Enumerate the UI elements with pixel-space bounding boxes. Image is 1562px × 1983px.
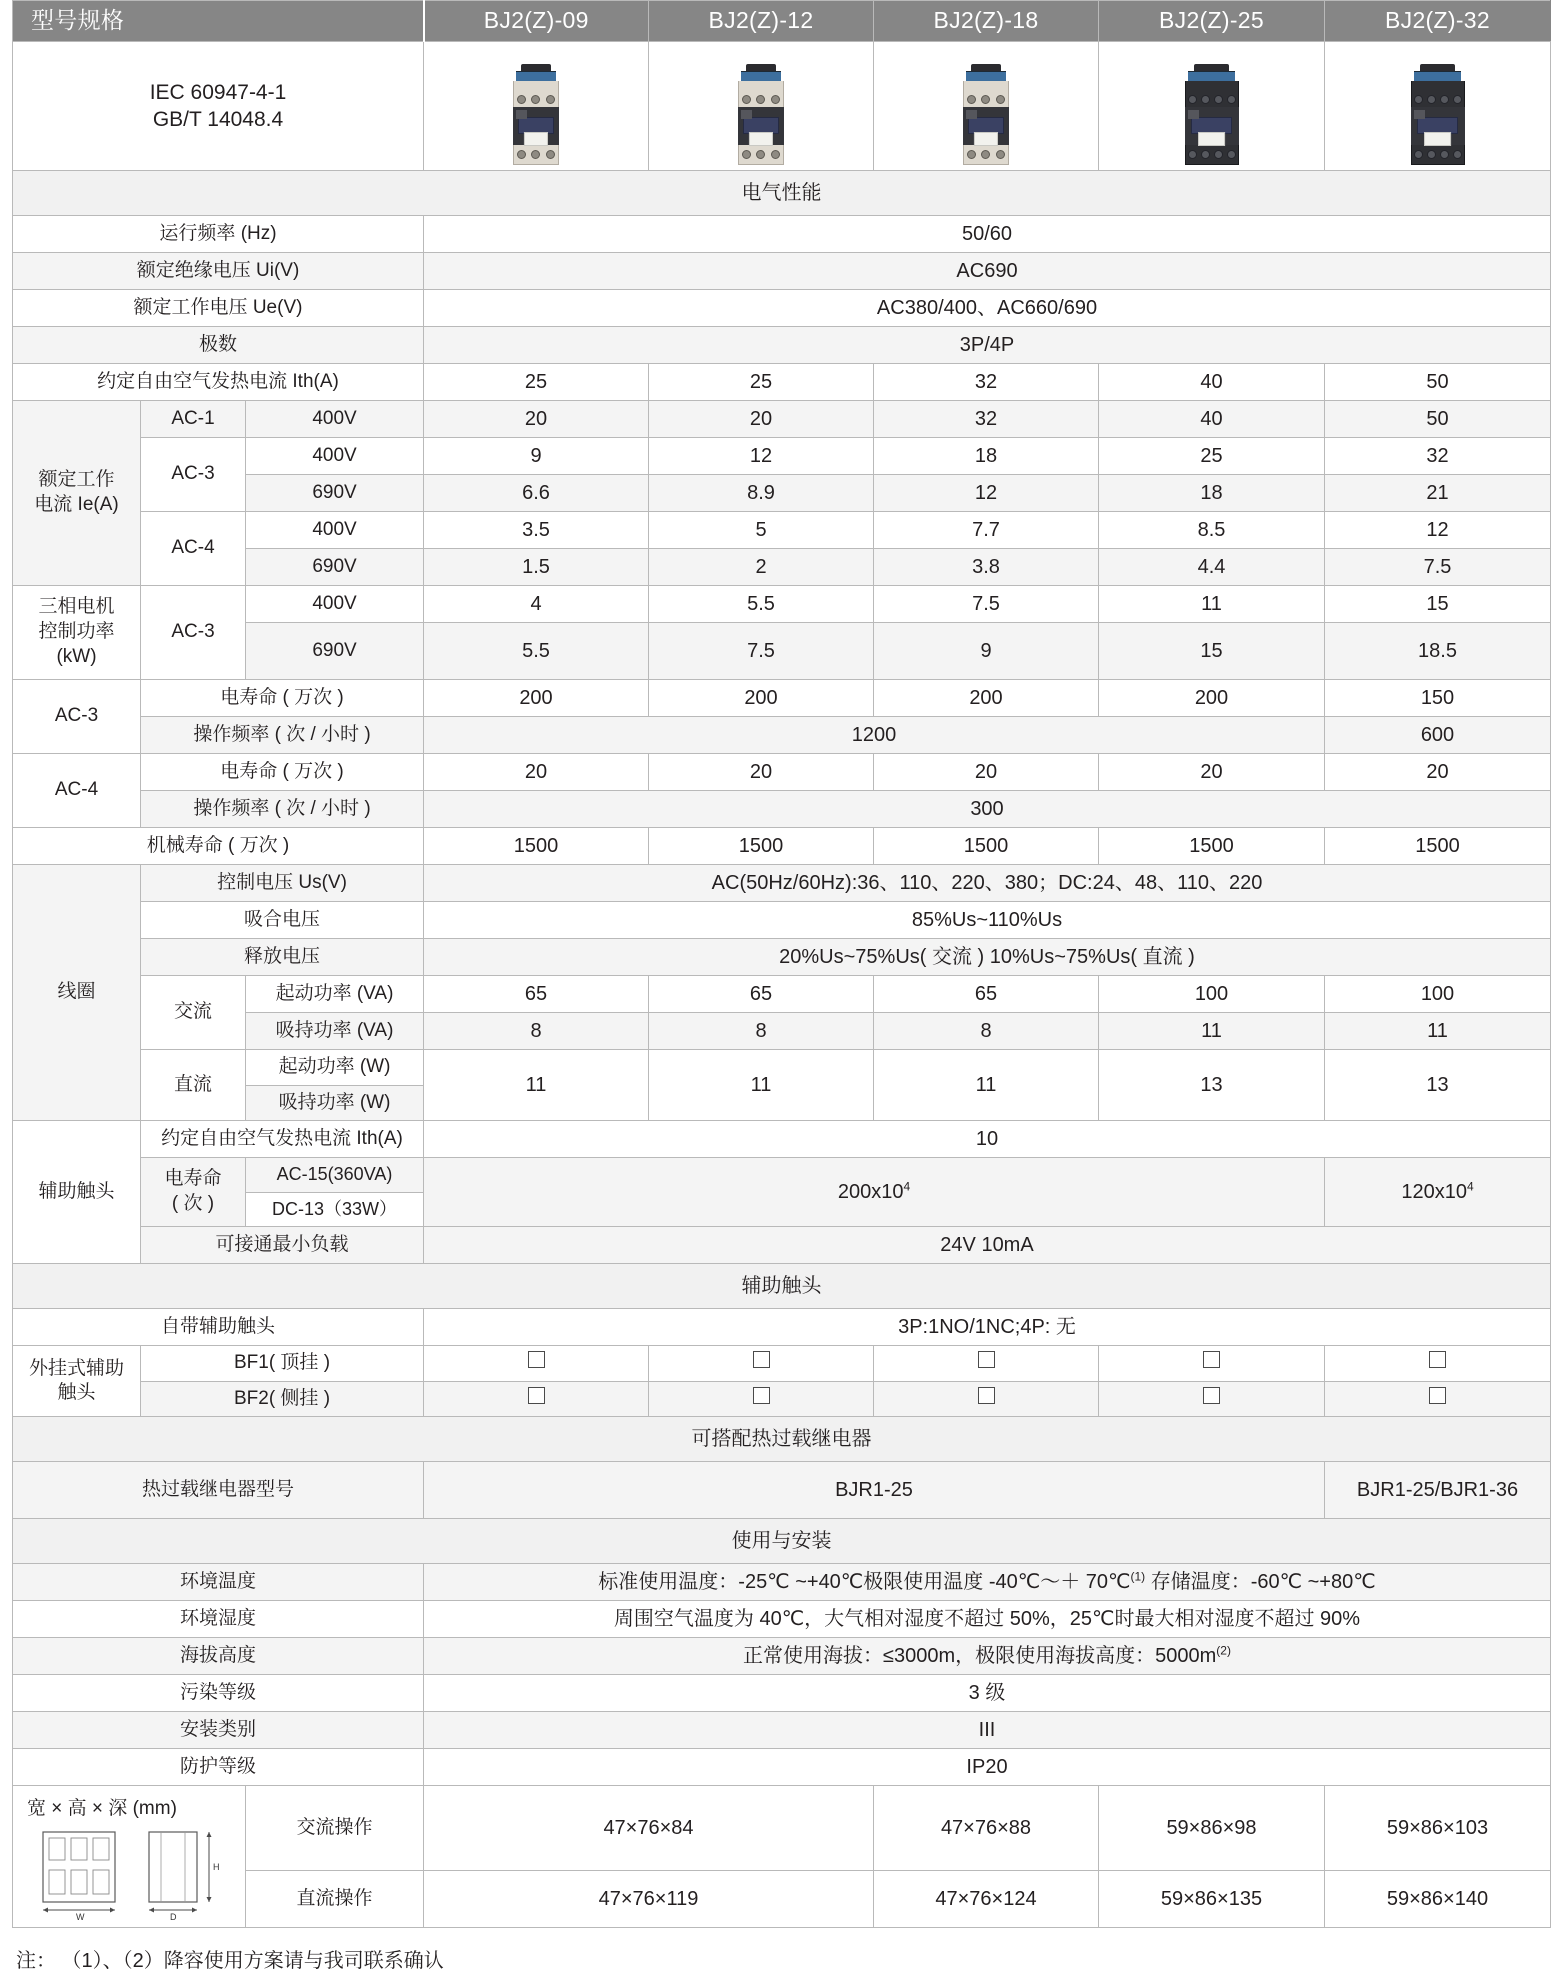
ie-4-2: 3.8 — [874, 548, 1099, 585]
ie-3-4: 12 — [1325, 511, 1551, 548]
rated-current-group-line1: 额定工作 — [38, 469, 115, 491]
header-model-3: BJ2(Z)-25 — [1099, 1, 1325, 42]
external-aux-label: 外挂式辅助触头 — [13, 1346, 141, 1417]
ie-1-4: 32 — [1325, 437, 1551, 474]
coil-dc-3: 13 — [1099, 1049, 1325, 1120]
bf1-checkbox-0[interactable] — [424, 1346, 649, 1382]
coil-ac-start-label: 起动功率 (VA) — [246, 975, 424, 1012]
ie-1-1: 12 — [649, 437, 874, 474]
product-image-4 — [1325, 41, 1551, 170]
row-ue — [13, 289, 1551, 326]
ie-volt-0: 400V — [246, 400, 424, 437]
motor-0-2: 7.5 — [874, 585, 1099, 622]
aux-life-main-exp: 4 — [903, 1179, 911, 1194]
altitude-footnote-marker: (2) — [1216, 1643, 1231, 1658]
section-aux-contacts-label: 辅助触头 — [13, 1264, 1551, 1309]
row-bf1 — [13, 1346, 1551, 1382]
dimensions-ac-3: 59×86×103 — [1325, 1786, 1551, 1871]
row-ie-ac3-400 — [13, 437, 1551, 474]
row-humidity — [13, 1601, 1551, 1638]
product-image-1 — [649, 41, 874, 170]
coil-dc-0: 11 — [424, 1049, 649, 1120]
motor-0-0: 4 — [424, 585, 649, 622]
coil-release-label: 释放电压 — [141, 938, 424, 975]
ac4-op-freq-label: 操作频率 ( 次 / 小时 ) — [141, 790, 424, 827]
row-bf2 — [13, 1381, 1551, 1417]
checkbox-empty-icon — [528, 1387, 545, 1404]
ac3-life-3: 200 — [1099, 679, 1325, 716]
side-view-drawing — [139, 1826, 225, 1922]
ie-cat-ac4: AC-4 — [141, 511, 246, 585]
ie-volt-1: 400V — [246, 437, 424, 474]
motor-power-line2: 控制功率 — [38, 621, 115, 643]
motor-1-4: 18.5 — [1325, 622, 1551, 679]
mech-life-label: 机械寿命 ( 万次 ) — [13, 827, 424, 864]
coil-ac-hold-2: 8 — [874, 1012, 1099, 1049]
ue-label: 额定工作电压 Ue(V) — [13, 289, 424, 326]
ie-3-0: 3.5 — [424, 511, 649, 548]
ambient-temp-label: 环境温度 — [13, 1564, 424, 1601]
specification-table — [12, 0, 1551, 1928]
coil-pickup-label: 吸合电压 — [141, 901, 424, 938]
thermal-model-main: BJR1-25 — [424, 1462, 1325, 1519]
ie-cat-ac3: AC-3 — [141, 437, 246, 511]
coil-ac-start-0: 65 — [424, 975, 649, 1012]
ith-value-2: 32 — [874, 363, 1099, 400]
ac4-life-0: 20 — [424, 753, 649, 790]
ie-1-0: 9 — [424, 437, 649, 474]
bf2-checkbox-0[interactable] — [424, 1381, 649, 1417]
ie-0-1: 20 — [649, 400, 874, 437]
ith-value-4: 50 — [1325, 363, 1551, 400]
row-ac3-life — [13, 679, 1551, 716]
dimensions-header-label: 宽 × 高 × 深 (mm) — [27, 1798, 177, 1820]
motor-1-1: 7.5 — [649, 622, 874, 679]
bf1-checkbox-3[interactable] — [1099, 1346, 1325, 1382]
checkbox-empty-icon — [978, 1387, 995, 1404]
motor-volt-0: 400V — [246, 585, 424, 622]
row-builtin-aux — [13, 1309, 1551, 1346]
svg-text:W: W — [76, 1912, 85, 1923]
header-model-4: BJ2(Z)-32 — [1325, 1, 1551, 42]
aux-ith-value: 10 — [424, 1121, 1551, 1158]
checkbox-empty-icon — [1203, 1387, 1220, 1404]
ip-rating-label: 防护等级 — [13, 1749, 424, 1786]
coil-ac-hold-4: 11 — [1325, 1012, 1551, 1049]
ac3-life-4: 150 — [1325, 679, 1551, 716]
ie-2-0: 6.6 — [424, 474, 649, 511]
ambient-temp-part-b: 存储温度：-60℃ ~+80℃ — [1150, 1571, 1376, 1594]
motor-0-3: 11 — [1099, 585, 1325, 622]
bf2-checkbox-1[interactable] — [649, 1381, 874, 1417]
ie-2-1: 8.9 — [649, 474, 874, 511]
dimensions-ac-1: 47×76×88 — [874, 1786, 1099, 1871]
ac4-life-2: 20 — [874, 753, 1099, 790]
coil-group-label: 线圈 — [13, 864, 141, 1120]
dimensions-ac-0: 47×76×84 — [424, 1786, 874, 1871]
section-aux-contacts — [13, 1264, 1551, 1309]
aux-group-label: 辅助触头 — [13, 1121, 141, 1264]
coil-dc-start-label: 起动功率 (W) — [246, 1049, 424, 1085]
ie-3-1: 5 — [649, 511, 874, 548]
aux-life-last — [1325, 1158, 1551, 1227]
humidity-label: 环境湿度 — [13, 1601, 424, 1638]
ie-3-3: 8.5 — [1099, 511, 1325, 548]
motor-power-group-label — [13, 585, 141, 679]
ie-4-0: 1.5 — [424, 548, 649, 585]
ac3-op-freq-label: 操作频率 ( 次 / 小时 ) — [141, 716, 424, 753]
bf2-checkbox-4[interactable] — [1325, 1381, 1551, 1417]
pollution-value: 3 级 — [424, 1675, 1551, 1712]
coil-ac-hold-label: 吸持功率 (VA) — [246, 1012, 424, 1049]
section-usage — [13, 1519, 1551, 1564]
ie-3-2: 7.7 — [874, 511, 1099, 548]
mech-life-1: 1500 — [649, 827, 874, 864]
svg-text:H: H — [213, 1862, 220, 1873]
ambient-temp-footnote-marker: (1) — [1130, 1569, 1146, 1584]
row-poles — [13, 326, 1551, 363]
coil-ac-hold-3: 11 — [1099, 1012, 1325, 1049]
standard-gb: GB/T 14048.4 — [152, 107, 284, 131]
poles-label: 极数 — [13, 326, 424, 363]
coil-ac-start-2: 65 — [874, 975, 1099, 1012]
ie-volt-2: 690V — [246, 474, 424, 511]
aux-ith-label: 约定自由空气发热电流 Ith(A) — [141, 1121, 424, 1158]
coil-us-label: 控制电压 Us(V) — [141, 864, 424, 901]
standards-cell — [13, 41, 424, 170]
coil-dc-1: 11 — [649, 1049, 874, 1120]
motor-1-3: 15 — [1099, 622, 1325, 679]
ie-0-4: 50 — [1325, 400, 1551, 437]
row-ui — [13, 252, 1551, 289]
ie-volt-3: 400V — [246, 511, 424, 548]
ie-0-2: 32 — [874, 400, 1099, 437]
motor-0-4: 15 — [1325, 585, 1551, 622]
bf2-label: BF2( 侧挂 ) — [141, 1381, 424, 1417]
ac3-life-1: 200 — [649, 679, 874, 716]
row-aux-ith — [13, 1121, 1551, 1158]
header-model-1: BJ2(Z)-12 — [649, 1, 874, 42]
aux-life-label — [141, 1158, 246, 1227]
motor-power-line3: (kW) — [56, 645, 97, 667]
ith-value-0: 25 — [424, 363, 649, 400]
ac3-freq-last: 600 — [1325, 716, 1551, 753]
aux-ac15-label: AC-15(360VA) — [246, 1158, 424, 1192]
standard-iec: IEC 60947-4-1 — [149, 80, 287, 104]
bf1-label: BF1( 顶挂 ) — [141, 1346, 424, 1382]
altitude-label: 海拔高度 — [13, 1638, 424, 1675]
row-ie-ac4-400 — [13, 511, 1551, 548]
ac4-elec-life-label: 电寿命 ( 万次 ) — [141, 753, 424, 790]
ie-volt-4: 690V — [246, 548, 424, 585]
ac4-life-4: 20 — [1325, 753, 1551, 790]
ip-rating-value: IP20 — [424, 1749, 1551, 1786]
aux-life-main — [424, 1158, 1325, 1227]
row-ac4-freq — [13, 790, 1551, 827]
ambient-temp-part-a: 标准使用温度：-25℃ ~+40℃极限使用温度 -40℃～＋ 70℃ — [598, 1571, 1131, 1594]
dimension-diagram-cell — [13, 1786, 246, 1928]
section-usage-label: 使用与安装 — [13, 1519, 1551, 1564]
row-ac4-life — [13, 753, 1551, 790]
dimensions-dc-label: 直流操作 — [246, 1871, 424, 1928]
svg-text:D: D — [170, 1912, 177, 1923]
rated-current-group-label — [13, 400, 141, 585]
ie-0-0: 20 — [424, 400, 649, 437]
aux-life-label-line1: 电寿命 — [164, 1168, 222, 1190]
header-model-0: BJ2(Z)-09 — [424, 1, 649, 42]
install-category-label: 安装类别 — [13, 1712, 424, 1749]
ac3-freq-main: 1200 — [424, 716, 1325, 753]
checkbox-empty-icon — [1429, 1351, 1446, 1368]
footnote: 注： （1）、（2）降容使用方案请与我司联系确认 — [16, 1950, 444, 1973]
aux-life-last-base: 120x10 — [1401, 1181, 1467, 1204]
row-ip-rating — [13, 1749, 1551, 1786]
coil-ac-start-3: 100 — [1099, 975, 1325, 1012]
ac3-life-2: 200 — [874, 679, 1099, 716]
checkbox-empty-icon — [1429, 1387, 1446, 1404]
ie-2-3: 18 — [1099, 474, 1325, 511]
ie-1-3: 25 — [1099, 437, 1325, 474]
ac3-group-label: AC-3 — [13, 679, 141, 753]
checkbox-empty-icon — [753, 1387, 770, 1404]
section-thermal-relay-label: 可搭配热过载继电器 — [13, 1417, 1551, 1462]
poles-value: 3P/4P — [424, 326, 1551, 363]
aux-life-last-exp: 4 — [1466, 1179, 1474, 1194]
row-coil-us — [13, 864, 1551, 901]
row-altitude — [13, 1638, 1551, 1675]
pollution-label: 污染等级 — [13, 1675, 424, 1712]
coil-ac-start-1: 65 — [649, 975, 874, 1012]
motor-1-2: 9 — [874, 622, 1099, 679]
coil-ac-hold-1: 8 — [649, 1012, 874, 1049]
row-pollution — [13, 1675, 1551, 1712]
thermal-model-label: 热过载继电器型号 — [13, 1462, 424, 1519]
mech-life-0: 1500 — [424, 827, 649, 864]
ac4-freq-value: 300 — [424, 790, 1551, 827]
coil-dc-label: 直流 — [141, 1049, 246, 1120]
coil-dc-2: 11 — [874, 1049, 1099, 1120]
dimensions-dc-2: 59×86×135 — [1099, 1871, 1325, 1928]
standards-image-row — [13, 41, 1551, 170]
mech-life-3: 1500 — [1099, 827, 1325, 864]
ie-2-2: 12 — [874, 474, 1099, 511]
aux-dc13-label: DC-13（33W） — [246, 1192, 424, 1226]
altitude-value-text: 正常使用海拔：≤3000m，极限使用海拔高度：5000m — [743, 1645, 1217, 1668]
motor-1-0: 5.5 — [424, 622, 649, 679]
row-mech-life — [13, 827, 1551, 864]
coil-us-value: AC(50Hz/60Hz):36、110、220、380；DC:24、48、110、220 — [424, 864, 1551, 901]
dimensions-dc-1: 47×76×124 — [874, 1871, 1099, 1928]
row-coil-pickup — [13, 901, 1551, 938]
row-motor-400 — [13, 585, 1551, 622]
dimensions-ac-2: 59×86×98 — [1099, 1786, 1325, 1871]
table-header-row — [13, 1, 1551, 42]
coil-release-value: 20%Us~75%Us( 交流 ) 10%Us~75%Us( 直流 ) — [424, 938, 1551, 975]
ie-4-4: 7.5 — [1325, 548, 1551, 585]
ui-value: AC690 — [424, 252, 1551, 289]
row-ie-ac1-400 — [13, 400, 1551, 437]
product-image-0 — [424, 41, 649, 170]
ie-cat-ac1: AC-1 — [141, 400, 246, 437]
row-aux-minload — [13, 1227, 1551, 1264]
coil-ac-label: 交流 — [141, 975, 246, 1049]
ith-value-1: 25 — [649, 363, 874, 400]
frequency-label: 运行频率 (Hz) — [13, 215, 424, 252]
dimensions-ac-label: 交流操作 — [246, 1786, 424, 1871]
bf1-checkbox-1[interactable] — [649, 1346, 874, 1382]
ith-label: 约定自由空气发热电流 Ith(A) — [13, 363, 424, 400]
mech-life-2: 1500 — [874, 827, 1099, 864]
bf1-checkbox-2[interactable] — [874, 1346, 1099, 1382]
row-ac3-freq — [13, 716, 1551, 753]
ambient-temp-value — [424, 1564, 1551, 1601]
checkbox-empty-icon — [753, 1351, 770, 1368]
checkbox-empty-icon — [528, 1351, 545, 1368]
section-electrical — [13, 170, 1551, 215]
aux-minload-label: 可接通最小负载 — [141, 1227, 424, 1264]
rated-current-group-line2: 电流 Ie(A) — [34, 493, 119, 515]
ie-4-1: 2 — [649, 548, 874, 585]
row-ambient-temp — [13, 1564, 1551, 1601]
header-model-2: BJ2(Z)-18 — [874, 1, 1099, 42]
row-aux-ac15 — [13, 1158, 1551, 1192]
coil-pickup-value: 85%Us~110%Us — [424, 901, 1551, 938]
builtin-aux-value: 3P:1NO/1NC;4P: 无 — [424, 1309, 1551, 1346]
row-dimensions-ac — [13, 1786, 1551, 1871]
ac4-life-1: 20 — [649, 753, 874, 790]
bf1-checkbox-4[interactable] — [1325, 1346, 1551, 1382]
product-image-2 — [874, 41, 1099, 170]
checkbox-empty-icon — [1203, 1351, 1220, 1368]
dimension-drawings — [21, 1826, 237, 1922]
ac4-life-3: 20 — [1099, 753, 1325, 790]
coil-ac-hold-0: 8 — [424, 1012, 649, 1049]
install-category-value: III — [424, 1712, 1551, 1749]
dimensions-dc-3: 59×86×140 — [1325, 1871, 1551, 1928]
row-coil-release — [13, 938, 1551, 975]
row-coil-dc-start — [13, 1049, 1551, 1085]
ac4-group-label: AC-4 — [13, 753, 141, 827]
row-ith — [13, 363, 1551, 400]
frequency-value: 50/60 — [424, 215, 1551, 252]
aux-life-label-line2: ( 次 ) — [171, 1193, 215, 1215]
motor-0-1: 5.5 — [649, 585, 874, 622]
ue-value: AC380/400、AC660/690 — [424, 289, 1551, 326]
ac3-elec-life-label: 电寿命 ( 万次 ) — [141, 679, 424, 716]
motor-volt-1: 690V — [246, 622, 424, 679]
row-thermal-model — [13, 1462, 1551, 1519]
section-electrical-label: 电气性能 — [13, 170, 1551, 215]
ie-1-2: 18 — [874, 437, 1099, 474]
coil-dc-hold-label: 吸持功率 (W) — [246, 1085, 424, 1121]
bf2-checkbox-2[interactable] — [874, 1381, 1099, 1417]
coil-ac-start-4: 100 — [1325, 975, 1551, 1012]
section-thermal-relay — [13, 1417, 1551, 1462]
ac3-life-0: 200 — [424, 679, 649, 716]
dimensions-dc-0: 47×76×119 — [424, 1871, 874, 1928]
motor-power-cat: AC-3 — [141, 585, 246, 679]
aux-minload-value: 24V 10mA — [424, 1227, 1551, 1264]
row-frequency — [13, 215, 1551, 252]
header-spec-label: 型号规格 — [13, 1, 424, 42]
ie-2-4: 21 — [1325, 474, 1551, 511]
ui-label: 额定绝缘电压 Ui(V) — [13, 252, 424, 289]
row-install-category — [13, 1712, 1551, 1749]
humidity-value: 周围空气温度为 40℃，大气相对湿度不超过 50%，25℃时最大相对湿度不超过 90% — [424, 1601, 1551, 1638]
row-coil-ac-start — [13, 975, 1551, 1012]
coil-dc-4: 13 — [1325, 1049, 1551, 1120]
ith-value-3: 40 — [1099, 363, 1325, 400]
thermal-model-last: BJR1-25/BJR1-36 — [1325, 1462, 1551, 1519]
aux-life-main-base: 200x10 — [837, 1181, 904, 1204]
product-image-3 — [1099, 41, 1325, 170]
bf2-checkbox-3[interactable] — [1099, 1381, 1325, 1417]
ie-0-3: 40 — [1099, 400, 1325, 437]
ie-4-3: 4.4 — [1099, 548, 1325, 585]
checkbox-empty-icon — [978, 1351, 995, 1368]
front-view-drawing — [33, 1826, 133, 1922]
motor-power-line1: 三相电机 — [38, 596, 115, 618]
mech-life-4: 1500 — [1325, 827, 1551, 864]
builtin-aux-label: 自带辅助触头 — [13, 1309, 424, 1346]
altitude-value — [424, 1638, 1551, 1675]
